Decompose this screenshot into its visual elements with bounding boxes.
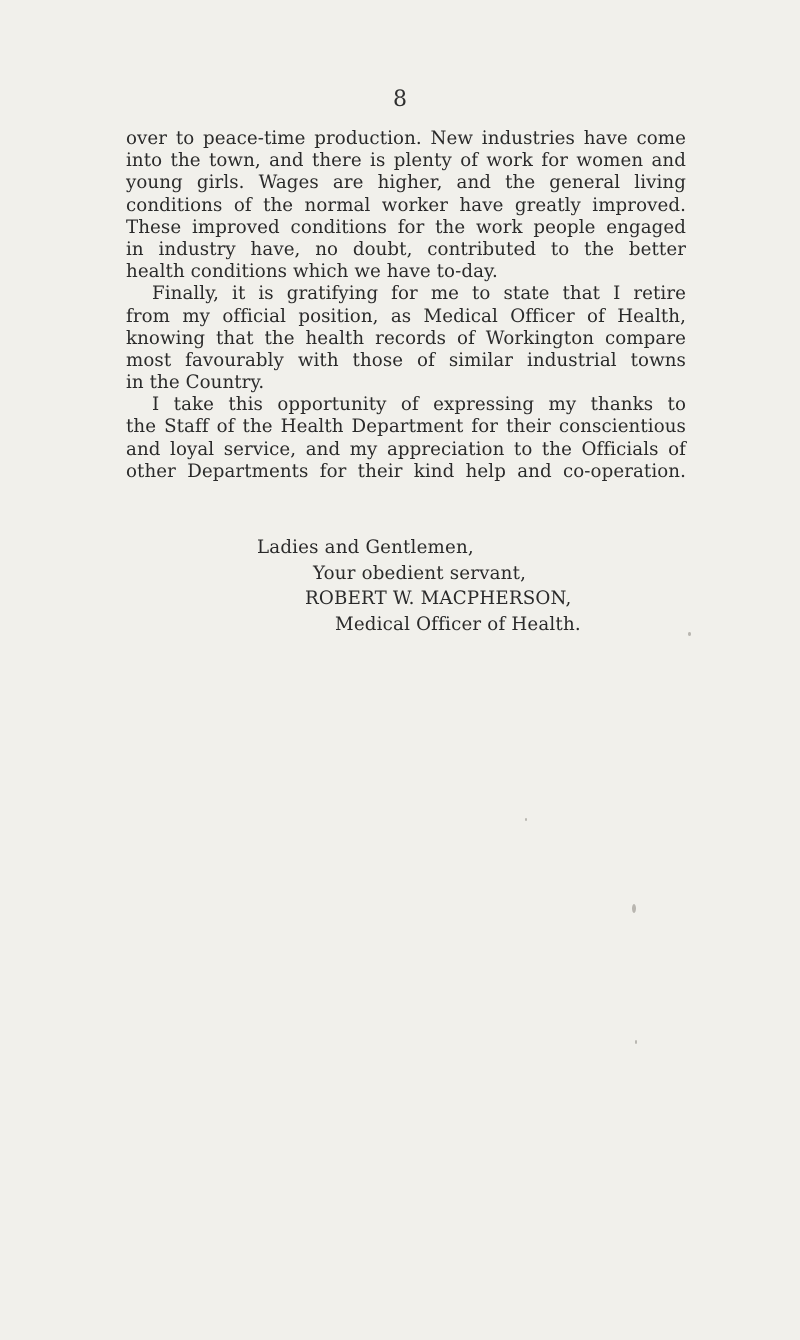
text-line: conditions of the normal worker have greatly improved.: [126, 194, 686, 216]
text-line: health conditions which we have to-day.: [126, 261, 498, 283]
text-line: Finally, it is gratifying for me to state that I retire: [152, 283, 686, 305]
text-line: the Staff of the Health Department for their conscientious: [126, 416, 686, 438]
text-line: from my official position, as Medical Officer of Health,: [126, 305, 686, 327]
text-line: in the Country.: [126, 372, 265, 394]
text-line: and loyal service, and my appreciation to the Officials of: [126, 438, 686, 460]
paper-speck: [688, 632, 691, 636]
text-line: I take this opportunity of expressing my thanks to: [152, 394, 686, 416]
text-line: most favourably with those of similar industrial towns: [126, 349, 686, 371]
salutation: [0, 537, 800, 559]
valediction-text: Your obedient servant,: [313, 563, 527, 584]
text-line: over to peace-time production. New industries have come: [126, 128, 686, 149]
page-number: 8: [393, 87, 407, 112]
text-line: knowing that the health records of Workington compare: [126, 327, 686, 349]
text-line: These improved conditions for the work people engaged: [126, 216, 686, 238]
text-line: other Departments for their kind help and co-operation.: [126, 460, 686, 482]
signatory-title: [0, 614, 800, 636]
text-line: in industry have, no doubt, contributed to the better: [126, 238, 686, 260]
signatory-name: [0, 588, 800, 610]
salutation-text: Ladies and Gentlemen,: [257, 537, 474, 558]
paragraph-2: [126, 283, 686, 394]
report-body: [126, 128, 686, 483]
signatory-title-text: Medical Officer of Health.: [335, 614, 581, 635]
signatory-text: ROBERT W. MACPHERSON,: [305, 588, 572, 609]
text-line: young girls. Wages are higher, and the general living: [126, 172, 686, 194]
paper-speck: [632, 904, 636, 913]
paper-speck: [525, 818, 527, 821]
paragraph-3: [126, 394, 686, 483]
text-line: into the town, and there is plenty of work for women and: [126, 150, 686, 172]
paper-speck: [635, 1040, 637, 1044]
valediction: [0, 563, 800, 585]
paragraph-1: [126, 128, 686, 283]
